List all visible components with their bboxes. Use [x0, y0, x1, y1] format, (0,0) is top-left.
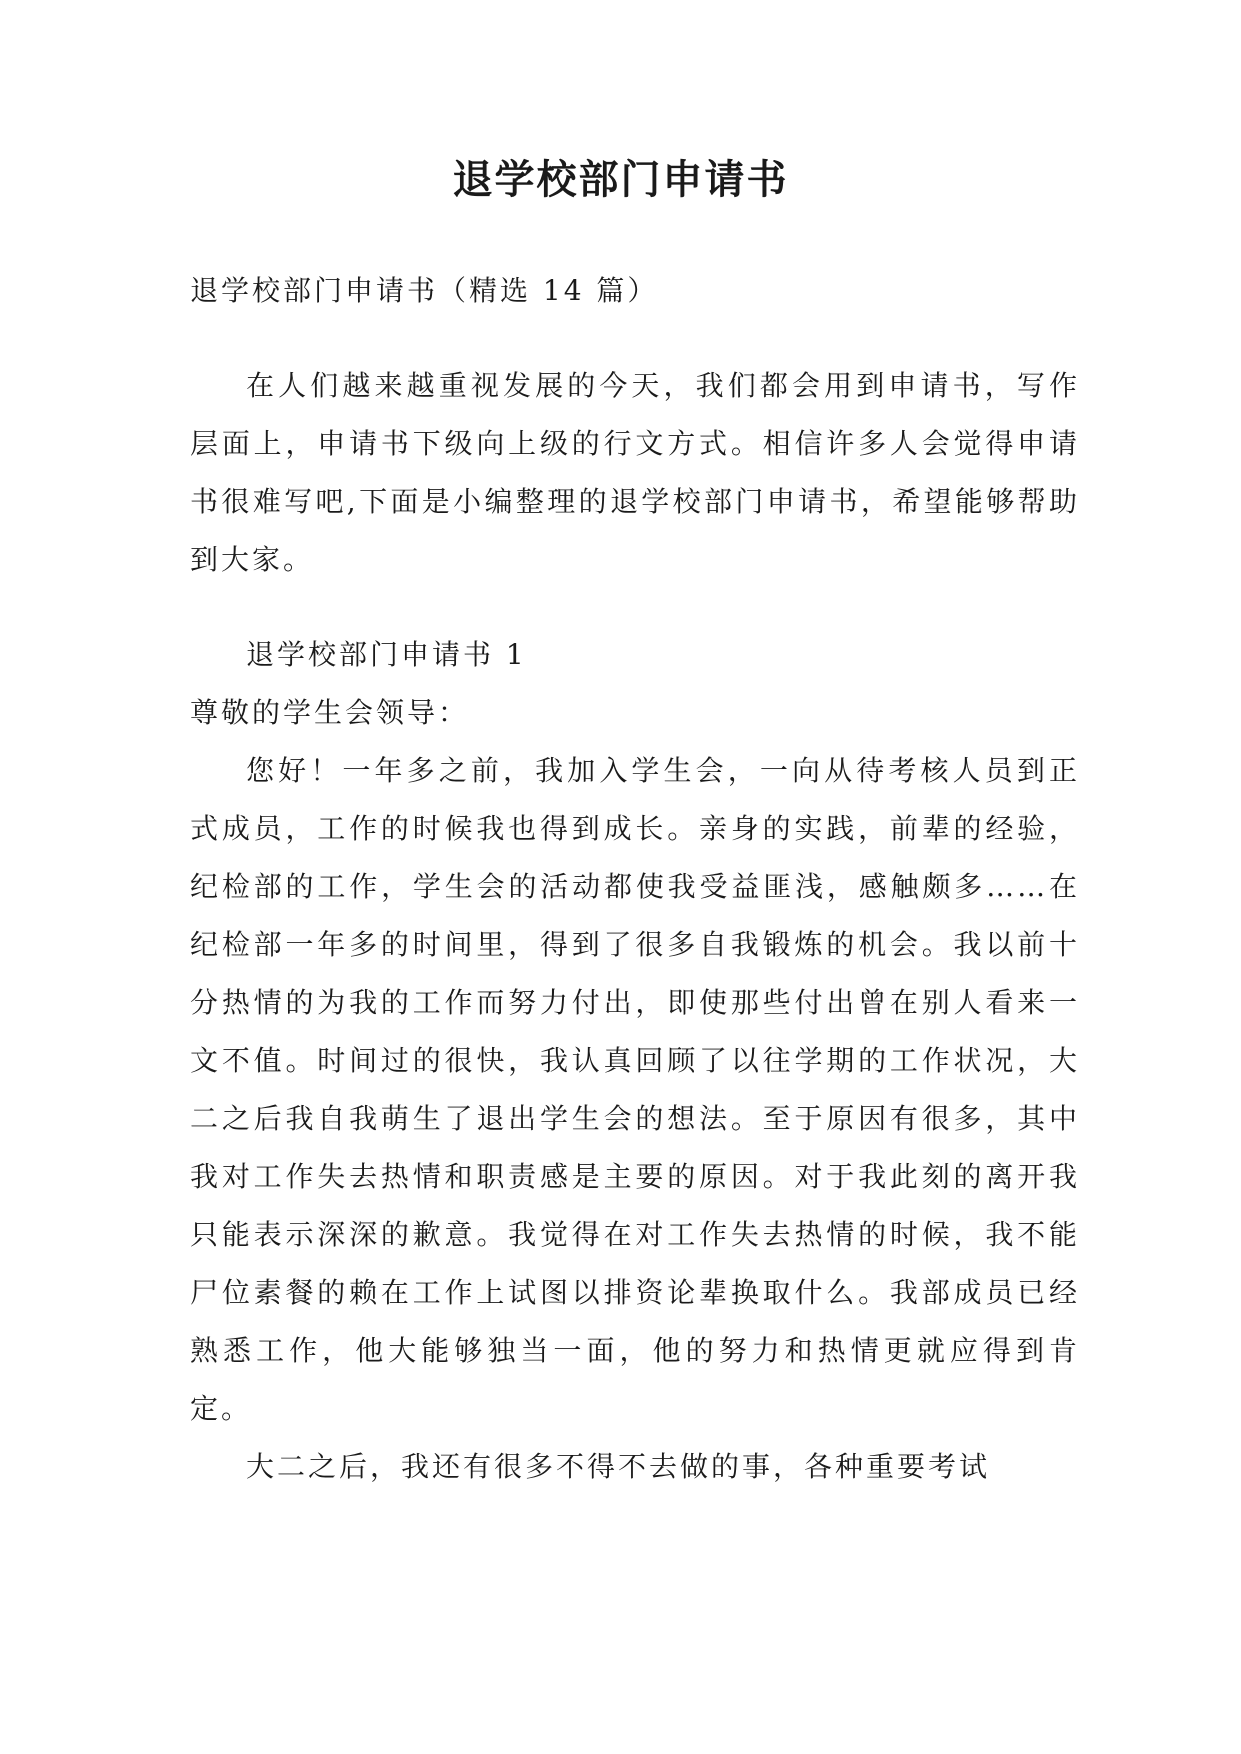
document-subtitle: 退学校部门申请书（精选 14 篇）: [190, 274, 659, 307]
document-body: [190, 262, 1080, 1496]
intro-paragraph: 在人们越来越重视发展的今天，我们都会用到申请书，写作层面上，申请书下级向上级的行文方式。相信许多人会觉得申请书很难写吧,下面是小编整理的退学校部门申请书，希望能够帮助到大家。: [190, 369, 1080, 576]
document-title: 退学校部门申请书: [452, 156, 789, 203]
section-heading: 退学校部门申请书 1: [246, 638, 527, 671]
salutation: 尊敬的学生会领导：: [190, 696, 470, 729]
body-paragraph: 大二之后，我还有很多不得不去做的事，各种重要考试: [246, 1450, 991, 1483]
body-paragraph: 您好！一年多之前，我加入学生会，一向从待考核人员到正式成员，工作的时候我也得到成长。亲身的实践，前辈的经验，纪检部的工作，学生会的活动都使我受益匪浅，感触颇多……在纪检部一年多的时间里，得到了很多自我锻炼的机会。我以前十分热情的为我的工作而努力付出，即使那些付出曾在别人看来一文不值。时间过的很快，我认真回顾了以往学期的工作状况，大二之后我自我萌生了退出学生会的想法。至于原因有很多，其中我对工作失去热情和职责感是主要的原因。对于我此刻的离开我只能表示深深的歉意。我觉得在对工作失去热情的时候，我不能尸位素餐的赖在工作上试图以排资论辈换取什么。我部成员已经熟悉工作，他大能够独当一面，他的努力和热情更就应得到肯定。: [190, 754, 1080, 1425]
